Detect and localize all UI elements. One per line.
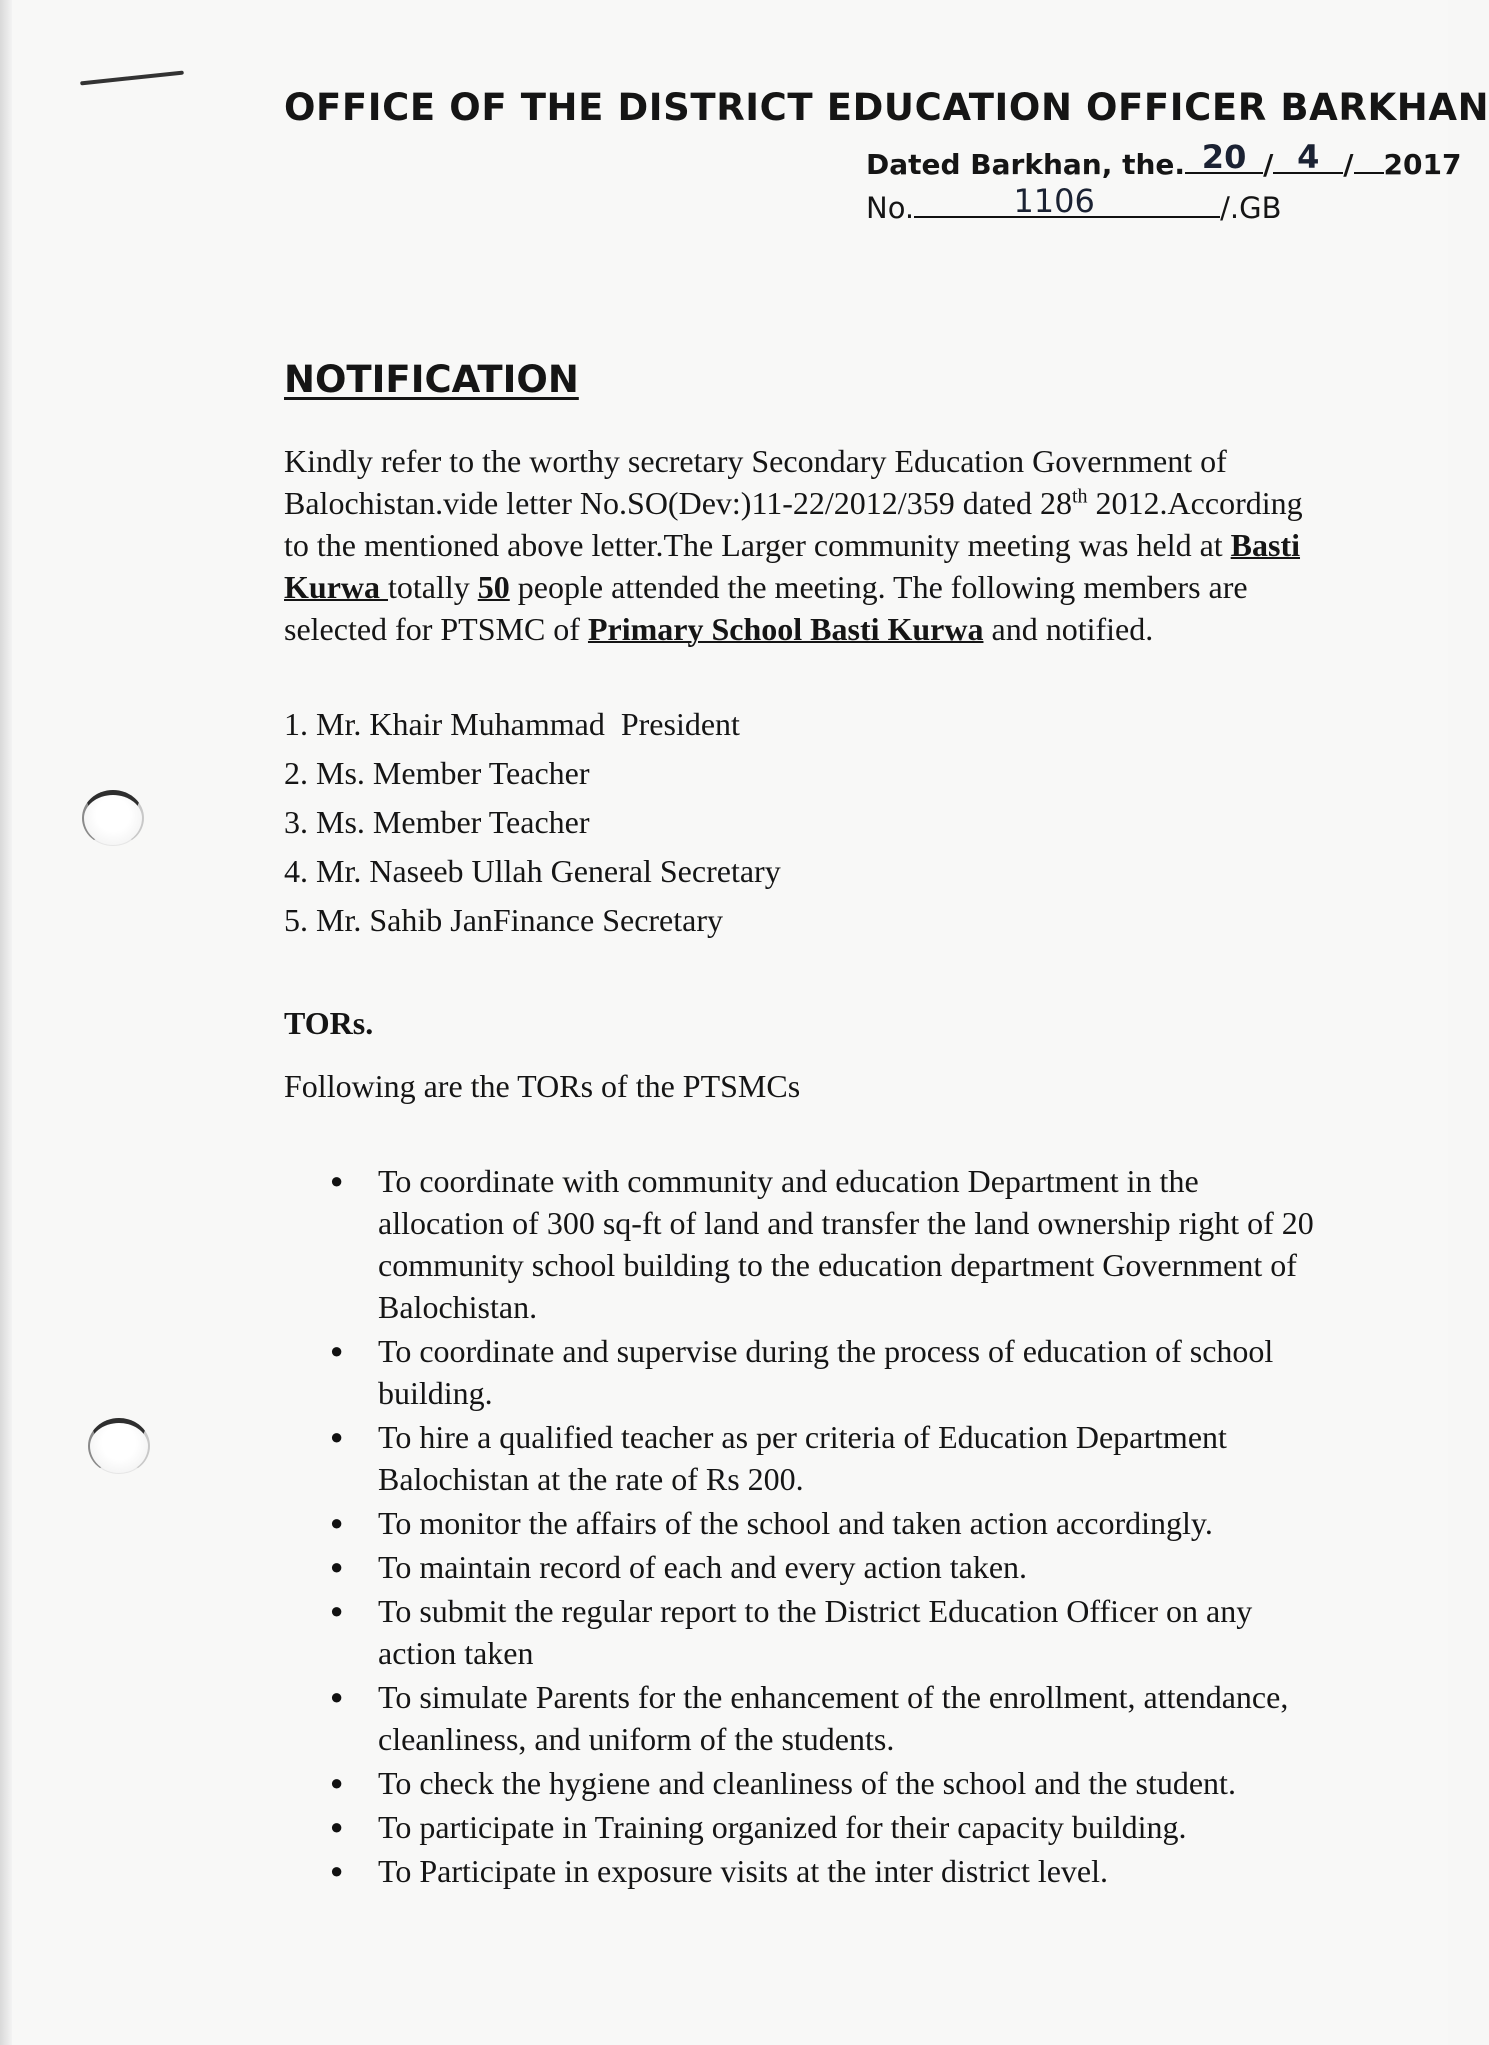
tor-line: To coordinate with community and education Department in the [378,1163,1199,1199]
ordinal-suffix: th [1071,485,1088,508]
date-month: 4 [1297,138,1320,176]
para-line-4 [284,566,1444,608]
date-slash-2: / [1343,148,1354,181]
bullet-icon: ● [330,1424,344,1449]
school-name: Primary School Basti Kurwa [587,611,984,647]
tor-line: action taken [378,1635,534,1671]
reference-number-line [866,182,1282,225]
bullet-icon: ● [330,1338,344,1363]
bullet-icon: ● [330,1684,344,1709]
notification-heading: NOTIFICATION [284,358,579,401]
date-day-blank [1185,138,1263,176]
no-suffix: /.GB [1220,191,1282,225]
no-value: 1106 [1013,182,1095,220]
bullet-icon: ● [330,1510,344,1535]
notification-paragraph [284,440,1444,650]
tor-item [330,1546,1448,1588]
tor-line: To check the hygiene and cleanliness of the school and the student. [378,1765,1236,1801]
members-list [284,700,781,945]
para-text: Balochistan.vide letter No.SO(Dev:)11-22/2012/359 dated 28 [284,485,1072,521]
member-item: 2. Ms. Member Teacher [284,755,590,791]
tor-line: To hire a qualified teacher as per criteria of Education Department [378,1419,1227,1455]
dated-line [866,138,1462,181]
tor-line: To maintain record of each and every action taken. [378,1549,1028,1585]
tor-item [330,1850,1448,1892]
date-slash-1: / [1263,148,1274,181]
no-blank [914,182,1220,220]
location-name: Basti [1230,527,1301,563]
para-text: to the mentioned above letter.The Larger community meeting was held at [284,527,1231,563]
bullet-icon: ● [330,1814,344,1839]
tor-line: cleanliness, and uniform of the students. [378,1721,895,1757]
attendee-count: 50 [477,569,510,605]
tor-item [330,1160,1448,1328]
office-title: OFFICE OF THE DISTRICT EDUCATION OFFICER BARKHAN [284,86,1489,129]
bullet-icon: ● [330,1554,344,1579]
tors-heading: TORs. [284,1005,374,1041]
para-line-3 [284,524,1444,566]
para-text: totally [388,569,478,605]
para-text: and notified. [983,611,1154,647]
tor-line: To submit the regular report to the District Education Officer on any [378,1593,1253,1629]
tor-item [330,1590,1448,1674]
tor-item [330,1330,1448,1414]
bullet-icon: ● [330,1858,344,1883]
punch-hole-bottom [88,1418,150,1474]
tor-line: building. [378,1375,493,1411]
tor-line: Balochistan. [378,1289,538,1325]
para-line-1: Kindly refer to the worthy secretary Secondary Education Government of [284,443,1227,479]
tor-line: allocation of 300 sq-ft of land and transfer the land ownership right of 20 [378,1205,1314,1241]
tor-line: To coordinate and supervise during the process of education of school [378,1333,1274,1369]
bullet-icon: ● [330,1168,344,1193]
para-text: 2012.According [1087,485,1303,521]
tor-item [330,1416,1448,1500]
date-day: 20 [1201,138,1247,176]
no-label: No. [866,191,915,225]
para-text: selected for PTSMC of [284,611,588,647]
date-blank-tail [1354,142,1384,174]
date-year: 2017 [1383,148,1462,181]
date-month-blank [1273,138,1343,176]
member-item: 4. Mr. Naseeb Ullah General Secretary [284,853,781,889]
bullet-icon: ● [330,1598,344,1623]
tor-item [330,1762,1448,1804]
tors-list [330,1160,1448,1894]
tor-item [330,1676,1448,1760]
dated-label: Dated Barkhan, the. [866,148,1186,181]
bullet-icon: ● [330,1770,344,1795]
tor-line: Balochistan at the rate of Rs 200. [378,1461,804,1497]
scan-edge-shadow [0,0,12,2045]
tor-item [330,1502,1448,1544]
tors-intro: Following are the TORs of the PTSMCs [284,1068,801,1104]
member-item: 1. Mr. Khair Muhammad President [284,706,740,742]
para-text: people attended the meeting. The following members are [509,569,1248,605]
para-line-2 [284,482,1444,524]
tor-line: To Participate in exposure visits at the inter district level. [378,1853,1109,1889]
tor-line: To monitor the affairs of the school and taken action accordingly. [378,1505,1213,1541]
punch-hole-top [82,790,144,846]
tor-line: community school building to the education department Government of [378,1247,1297,1283]
tor-line: To simulate Parents for the enhancement of the enrollment, attendance, [378,1679,1289,1715]
member-item: 3. Ms. Member Teacher [284,804,590,840]
pen-mark [80,71,184,86]
member-item: 5. Mr. Sahib JanFinance Secretary [284,902,723,938]
tor-line: To participate in Training organized for their capacity building. [378,1809,1187,1845]
location-name: Kurwa [284,569,388,605]
tor-item [330,1806,1448,1848]
para-line-5 [284,608,1444,650]
